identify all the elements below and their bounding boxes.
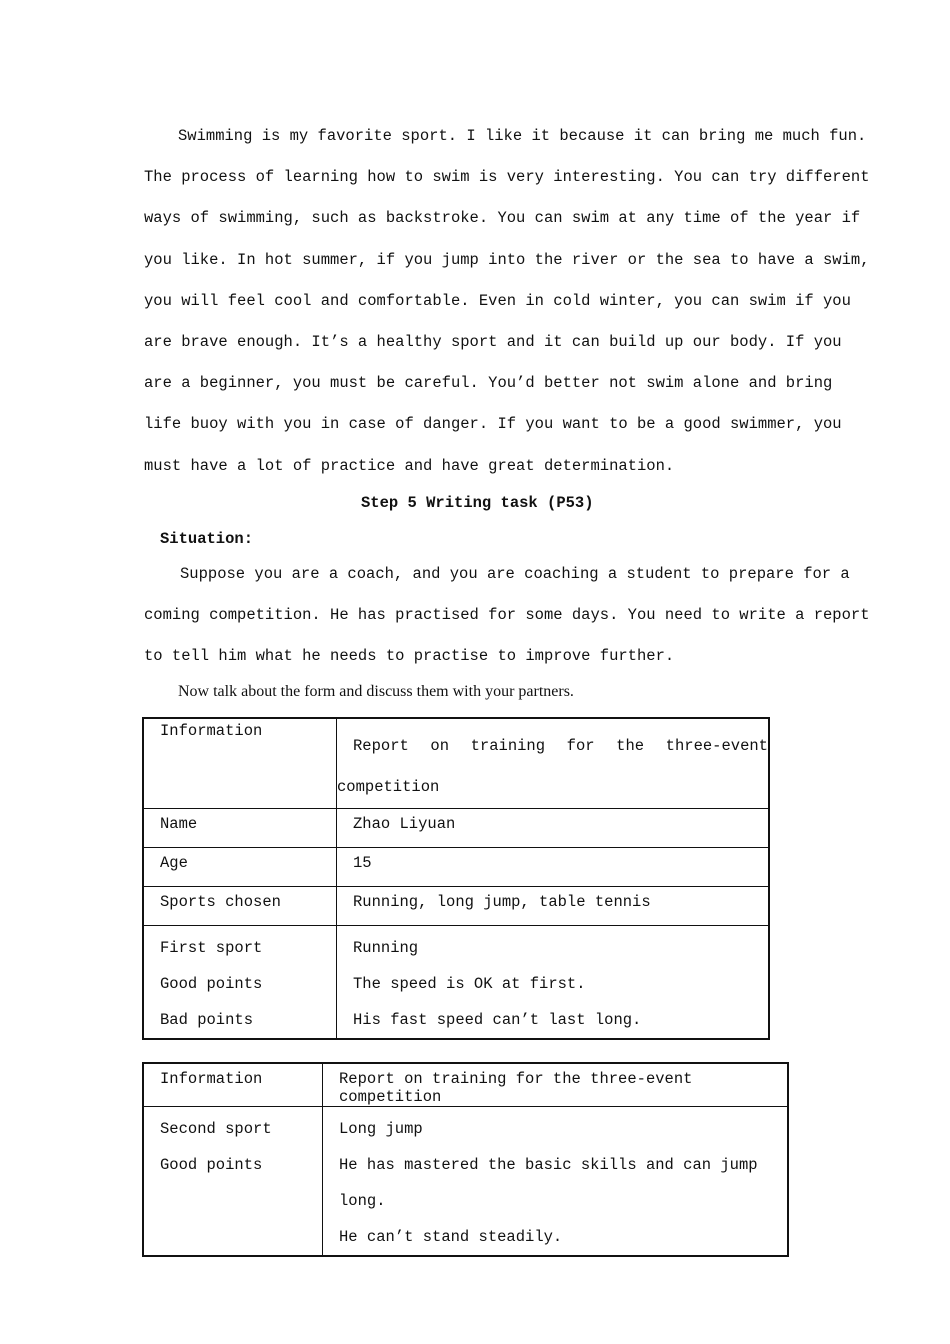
table-cell — [143, 926, 337, 1040]
paragraph-line: The process of learning how to swim is very interesting. You can try different — [144, 168, 870, 187]
report-table-1 — [142, 717, 770, 1040]
table-row — [143, 718, 769, 809]
situation-heading: Situation: — [160, 530, 254, 548]
table-cell-text: 15 — [353, 854, 372, 872]
table-cell — [143, 848, 337, 887]
table-cell-text: The speed is OK at first. — [353, 975, 586, 993]
table-row — [143, 926, 769, 1040]
table-cell — [143, 1063, 323, 1107]
table-cell — [337, 718, 770, 809]
table-cell-text: competition — [337, 778, 440, 796]
table-cell-text: Age — [160, 854, 188, 872]
step-heading: Step 5 Writing task (P53) — [361, 494, 594, 512]
table-cell — [143, 887, 337, 926]
table-row — [143, 848, 769, 887]
table-cell — [323, 1063, 789, 1107]
table-cell-text: Second sport — [160, 1120, 272, 1138]
intro-paragraph — [144, 116, 870, 487]
table-row — [143, 1063, 788, 1107]
instruction-text: Now talk about the form and discuss them with your partners. — [178, 683, 574, 700]
table-cell-text: Good points — [160, 975, 263, 993]
paragraph-line: ways of swimming, such as backstroke. You can swim at any time of the year if — [144, 209, 861, 228]
paragraph-line: you like. In hot summer, if you jump into the river or the sea to have a swim, — [144, 250, 870, 269]
table-row — [143, 1107, 788, 1257]
table-row — [143, 809, 769, 848]
table-cell-text: Report on training for the three-event — [353, 737, 768, 755]
table-cell-text: He can’t stand steadily. — [339, 1228, 563, 1246]
paragraph-line: life buoy with you in case of danger. If you want to be a good swimmer, you — [144, 415, 842, 434]
table-cell-text: Information — [160, 722, 263, 740]
table-cell-text: Running, long jump, table tennis — [353, 893, 651, 911]
paragraph-line: you will feel cool and comfortable. Even in cold winter, you can swim if you — [144, 291, 851, 310]
table-cell — [337, 848, 770, 887]
table-cell-text: Name — [160, 815, 198, 833]
report-table-2 — [142, 1062, 789, 1257]
table-cell — [337, 809, 770, 848]
table-cell-text: Good points — [160, 1156, 263, 1174]
table-cell — [143, 1107, 323, 1257]
paragraph-line: must have a lot of practice and have great determination. — [144, 456, 675, 475]
paragraph-line: Suppose you are a coach, and you are coaching a student to prepare for a — [180, 565, 850, 583]
table-cell — [143, 809, 337, 848]
table-cell-text: Sports chosen — [160, 893, 281, 911]
table-cell-text: Report on training for the three-event competition — [339, 1070, 693, 1106]
table-cell — [337, 887, 770, 926]
paragraph-line: to tell him what he needs to practise to improve further. — [144, 647, 675, 666]
table-cell-text: First sport — [160, 939, 263, 957]
table-cell-text: Information — [160, 1070, 263, 1088]
table-cell-text: Zhao Liyuan — [353, 815, 456, 833]
table-cell — [337, 926, 770, 1040]
paragraph-line: Swimming is my favorite sport. I like it because it can bring me much fun. — [178, 127, 867, 145]
table-cell-text: He has mastered the basic skills and can jump long. — [339, 1156, 758, 1210]
table-cell-text: Bad points — [160, 1011, 254, 1029]
table-cell-text: Running — [353, 939, 419, 957]
table-cell-text: His fast speed can’t last long. — [353, 1011, 642, 1029]
paragraph-line: coming competition. He has practised for some days. You need to write a report — [144, 606, 870, 625]
table-cell — [323, 1107, 789, 1257]
situation-paragraph — [144, 554, 870, 678]
table-row — [143, 887, 769, 926]
paragraph-line: are a beginner, you must be careful. You’d better not swim alone and bring — [144, 374, 833, 393]
paragraph-line: are brave enough. It’s a healthy sport and it can build up our body. If you — [144, 333, 842, 352]
table-cell — [143, 718, 337, 809]
table-cell-text: Long jump — [339, 1120, 423, 1138]
